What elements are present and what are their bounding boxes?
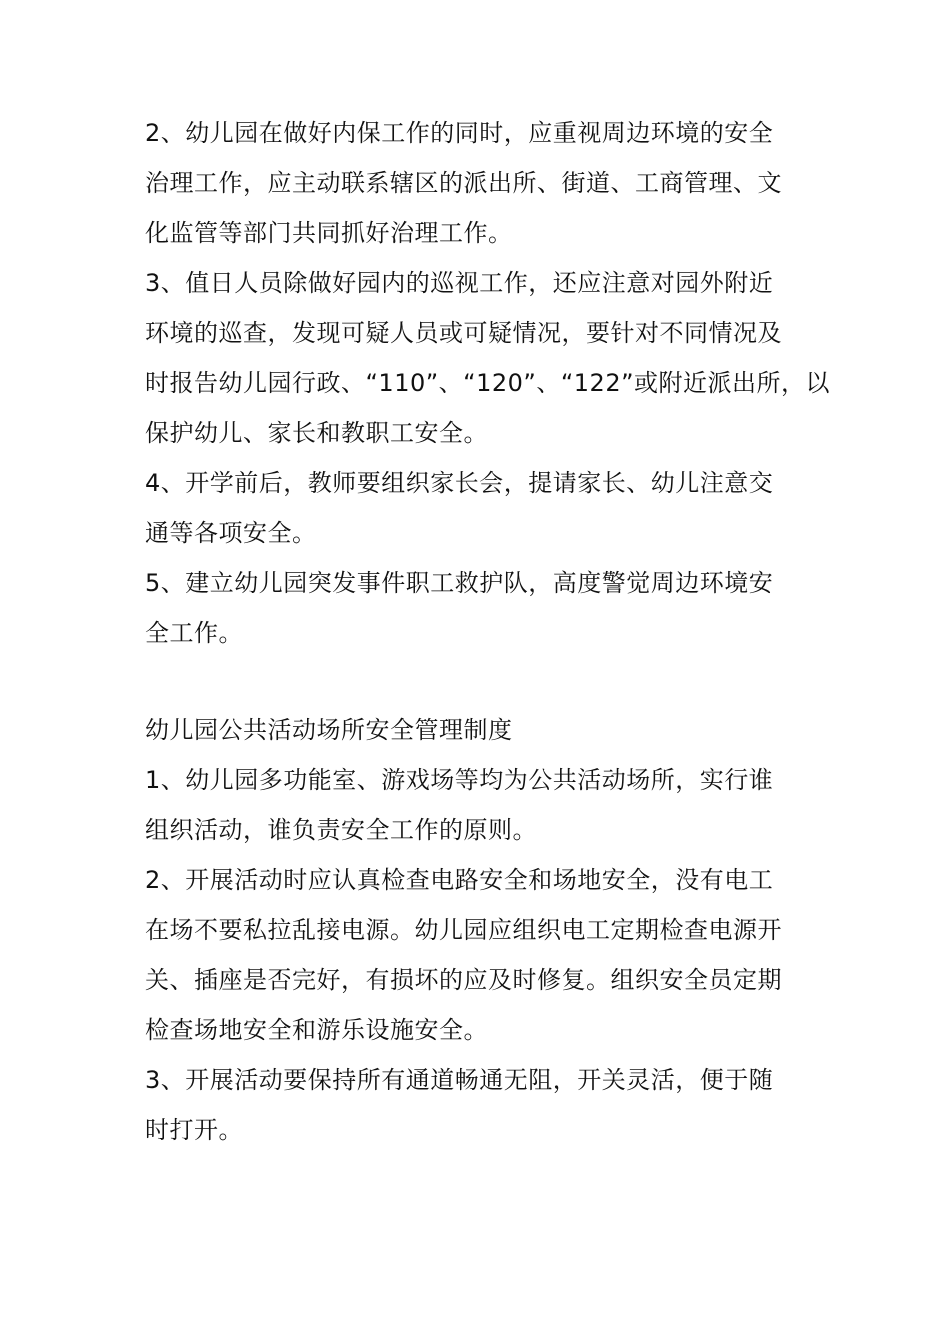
- text-line: 治理工作，应主动联系辖区的派出所、街道、工商管理、文: [145, 169, 782, 197]
- text-line: 检查场地安全和游乐设施安全。: [145, 1016, 488, 1044]
- text-line: 全工作。: [145, 619, 243, 647]
- paragraph-item-4: [145, 458, 815, 558]
- text-line: 保护幼儿、家长和教职工安全。: [145, 419, 488, 447]
- text-line: 2、幼儿园在做好内保工作的同时，应重视周边环境的安全: [145, 119, 774, 147]
- text-line: 时报告幼儿园行政、“110”、“120”、“122”或附近派出所，以: [145, 369, 831, 397]
- text-line: 通等各项安全。: [145, 519, 317, 547]
- text-line: 在场不要私拉乱接电源。幼儿园应组织电工定期检查电源开: [145, 916, 782, 944]
- section-title: 幼儿园公共活动场所安全管理制度: [145, 716, 513, 744]
- text-line: 环境的巡查，发现可疑人员或可疑情况，要针对不同情况及: [145, 319, 782, 347]
- text-line: 关、插座是否完好，有损坏的应及时修复。组织安全员定期: [145, 966, 782, 994]
- section-2: [145, 705, 815, 1155]
- text-line: 时打开。: [145, 1116, 243, 1144]
- text-line: 4、开学前后，教师要组织家长会，提请家长、幼儿注意交: [145, 469, 774, 497]
- paragraph-item-2: [145, 855, 815, 1055]
- paragraph-item-5: [145, 558, 815, 658]
- paragraph-item-1: [145, 755, 815, 855]
- paragraph-item-3: [145, 258, 831, 458]
- paragraph-item-2: [145, 108, 815, 258]
- text-line: 1、幼儿园多功能室、游戏场等均为公共活动场所，实行谁: [145, 766, 774, 794]
- paragraph-item-3: [145, 1055, 815, 1155]
- text-line: 组织活动，谁负责安全工作的原则。: [145, 816, 537, 844]
- text-line: 化监管等部门共同抓好治理工作。: [145, 219, 513, 247]
- text-line: 5、建立幼儿园突发事件职工救护队，高度警觉周边环境安: [145, 569, 774, 597]
- text-line: 3、开展活动要保持所有通道畅通无阻，开关灵活，便于随: [145, 1066, 774, 1094]
- text-line: 3、值日人员除做好园内的巡视工作，还应注意对园外附近: [145, 269, 774, 297]
- section-1: [145, 108, 831, 658]
- text-line: 2、开展活动时应认真检查电路安全和场地安全，没有电工: [145, 866, 774, 894]
